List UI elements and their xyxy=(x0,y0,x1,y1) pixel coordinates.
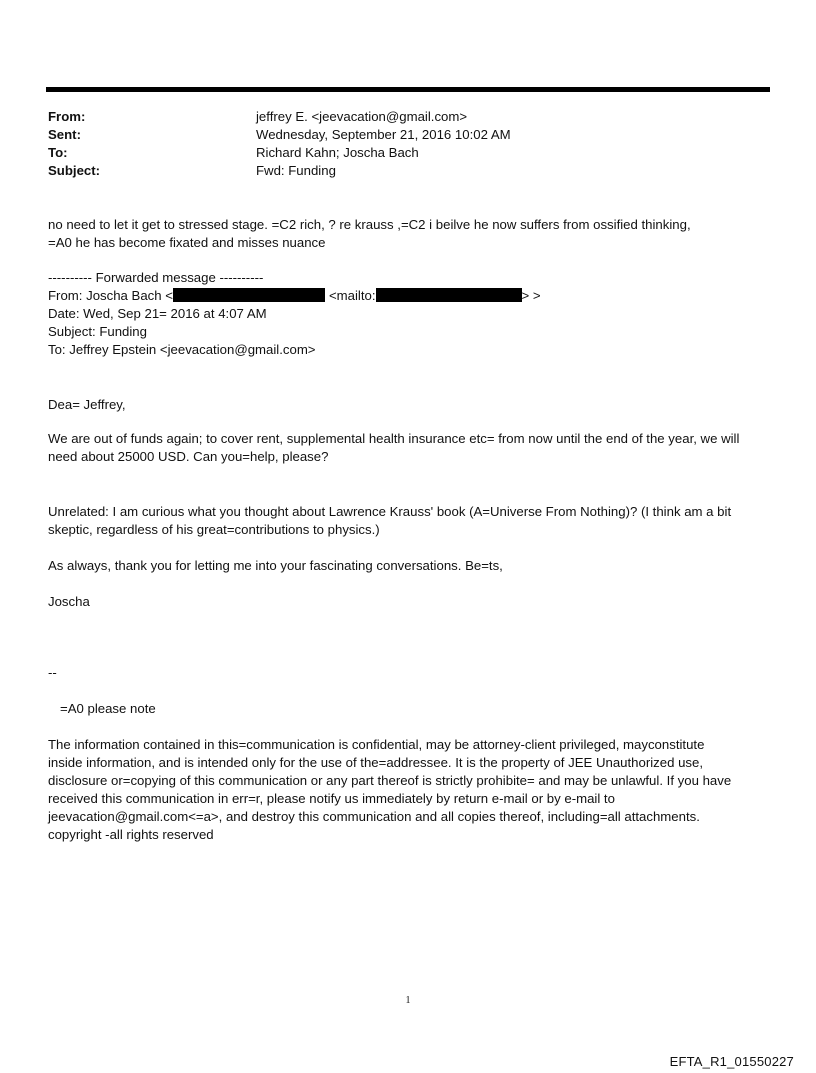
disclaimer-line: inside information, and is intended only for the use of the=addressee. It is the property of JEE Unauthorized use, xyxy=(48,755,704,770)
page-number: 1 xyxy=(405,995,411,1006)
forward-to: To: Jeffrey Epstein <jeevacation@gmail.com> xyxy=(48,342,316,357)
note-line: =A0 please note xyxy=(60,701,156,716)
forward-from xyxy=(48,287,788,305)
paragraph-line: As always, thank you for letting me into your fascinating conversations. Be=ts, xyxy=(48,558,503,573)
from-label: From: xyxy=(48,109,86,124)
greeting-line: Dea= Jeffrey, xyxy=(48,397,126,412)
forward-subject: Subject: Funding xyxy=(48,324,147,339)
signature-line: Joscha xyxy=(48,594,90,609)
please-note xyxy=(60,700,800,718)
subject-value: Fwd: Funding xyxy=(256,163,336,178)
intro-text xyxy=(48,216,788,252)
from-value: jeffrey E. <jeevacation@gmail.com> xyxy=(256,109,468,124)
intro-line: =A0 he has become fixated and misses nuance xyxy=(48,235,326,250)
dashes-line: -- xyxy=(48,665,57,680)
sent-label: Sent: xyxy=(48,127,81,142)
intro-line: no need to let it get to stressed stage. =C2 rich, ? re krauss ,=C2 i beilve he now suffers from ossified thinking, xyxy=(48,217,691,232)
paragraph-line: We are out of funds again; to cover rent, supplemental health insurance etc= from now until the end of the year, we will xyxy=(48,431,740,446)
disclaimer-line: disclosure or=copying of this communication or any part thereof is strictly prohibite= and may be unlawful. If you have xyxy=(48,773,732,788)
forwarded-header xyxy=(48,269,788,359)
disclaimer-line: The information contained in this=communication is confidential, may be attorney-client privileged, mayconstitute xyxy=(48,737,705,752)
sent-value: Wednesday, September 21, 2016 10:02 AM xyxy=(256,127,511,142)
paragraph-line: Unrelated: I am curious what you thought about Lawrence Krauss' book (A=Universe From Nothing)? (I think am a bit xyxy=(48,504,732,519)
forward-date: Date: Wed, Sep 21= 2016 at 4:07 AM xyxy=(48,306,267,321)
header-rule xyxy=(46,87,770,92)
email-header xyxy=(48,108,748,180)
confidentiality-disclaimer xyxy=(48,736,788,844)
message-paragraph-3 xyxy=(48,557,788,575)
document-id: EFTA_R1_01550227 xyxy=(669,1054,794,1069)
forward-from-suffix: > > xyxy=(521,288,541,303)
to-label: To: xyxy=(48,145,68,160)
forward-mailto: <mailto: xyxy=(328,288,376,303)
paragraph-line: need about 25000 USD. Can you=help, please? xyxy=(48,449,329,464)
redaction-box xyxy=(173,288,325,302)
forward-divider: ---------- Forwarded message ---------- xyxy=(48,270,264,285)
signature-separator xyxy=(48,664,788,682)
greeting xyxy=(48,396,788,414)
to-value: Richard Kahn; Joscha Bach xyxy=(256,145,419,160)
signature xyxy=(48,593,788,611)
disclaimer-line: copyright -all rights reserved xyxy=(48,827,214,842)
redaction-box xyxy=(376,288,522,302)
message-paragraph-1 xyxy=(48,430,788,466)
disclaimer-line: received this communication in err=r, please notify us immediately by return e-mail or by e-mail to xyxy=(48,791,615,806)
subject-label: Subject: xyxy=(48,163,101,178)
forward-from-prefix: From: Joscha Bach < xyxy=(48,288,173,303)
paragraph-line: skeptic, regardless of his great=contributions to physics.) xyxy=(48,522,380,537)
disclaimer-line: jeevacation@gmail.com<=a>, and destroy this communication and all copies thereof, including=all attachments. xyxy=(48,809,700,824)
message-paragraph-2 xyxy=(48,503,788,539)
